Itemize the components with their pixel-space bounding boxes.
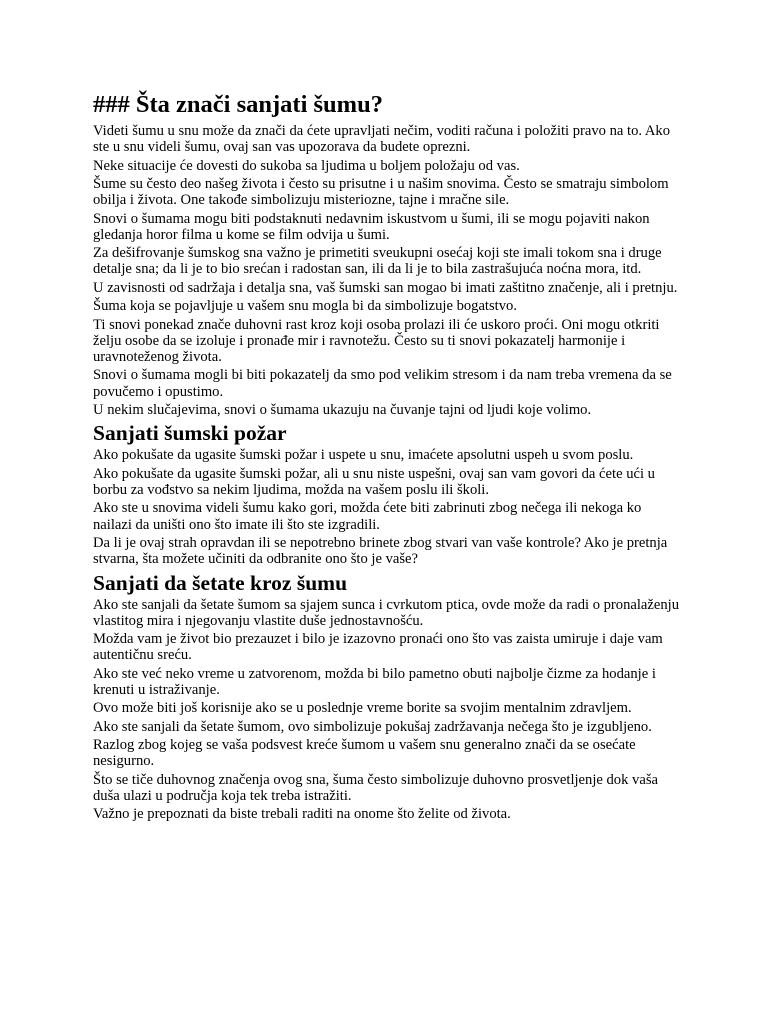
forest-walk-paragraph-3: Ako ste već neko vreme u zatvorenom, možda bi bilo pametno obuti najbolje čizme za hodanje i krenuti u istraživanje. — [93, 665, 656, 698]
intro-paragraph-9: Snovi o šumama mogli bi biti pokazatelj da smo pod velikim stresom i da nam treba vremena da se povučemo i opustimo. — [93, 367, 672, 400]
forest-walk-paragraph-5: Ako ste sanjali da šetate šumom, ovo simbolizuje pokušaj zadržavanja nečega što je izgubljeno. — [93, 718, 652, 735]
forest-walk-paragraph-2: Možda vam je život bio prezauzet i bilo je izazovno pronaći ono što vas zaista umiruje i daje vam autentičnu sreću. — [93, 631, 663, 664]
forest-walk-paragraph-1: Ako ste sanjali da šetate šumom sa sjajem sunca i cvrkutom ptica, ovde može da radi o pronalaženju vlastitog mira i njegovanju vlastite duše jednostavnošću. — [93, 596, 680, 629]
document-page — [93, 90, 683, 825]
intro-paragraph-5: Za dešifrovanje šumskog sna važno je primetiti sveukupni osećaj koji ste imali tokom sna i druge detalje sna; da li je to bio srećan i radostan san, ili da li je to bila zastrašujuća noćna mora, itd. — [93, 245, 662, 278]
forest-fire-paragraph-2: Ako pokušate da ugasite šumski požar, ali u snu niste uspešni, ovaj san vam govori da ćete ući u borbu za vođstvo sa nekim ljudima, možda na vašem poslu ili školi. — [93, 465, 655, 498]
intro-paragraph-7: Šuma koja se pojavljuje u vašem snu mogla bi da simbolizuje bogatstvo. — [93, 298, 517, 315]
forest-walk-paragraph-8: Važno je prepoznati da biste trebali raditi na onome što želite od života. — [93, 806, 511, 823]
intro-paragraph-3: Šume su često deo našeg života i često su prisutne i u našim snovima. Često se smatraju simbolom obilja i života. One takođe simbolizuju misteriozne, tajne i mračne sile. — [93, 175, 669, 209]
intro-paragraph-4: Snovi o šumama mogu biti podstaknuti nedavnim iskustvom u šumi, ili se mogu pojaviti nakon gledanja horor filma u kome se film odvija u šumi. — [93, 210, 650, 243]
forest-walk-paragraph-4: Ovo može biti još korisnije ako se u poslednje vreme borite sa svojim mentalnim zdravljem. — [93, 700, 632, 717]
forest-walk-paragraph-6: Razlog zbog kojeg se vaša podsvest kreće šumom u vašem snu generalno znači da se osećate nesigurno. — [93, 737, 636, 770]
intro-paragraph-8: Ti snovi ponekad znače duhovni rast kroz koji osoba prolazi ili će uskoro proći. Oni mogu otkriti želju osobe da se izoluje i pronađe mir i ravnotežu. Često su ti snovi pokazatelj harmonije i uravnoteženog života. — [93, 316, 660, 365]
intro-paragraph-2: Neke situacije će dovesti do sukoba sa ljudima u boljem položaju od vas. — [93, 157, 520, 174]
forest-fire-paragraph-3: Ako ste u snovima videli šumu kako gori, možda ćete biti zabrinuti zbog nečega ili nekoga ko nailazi da uništi ono što imate ili što ste izgradili. — [93, 500, 642, 533]
forest-fire-paragraph-1: Ako pokušate da ugasite šumski požar i uspete u snu, imaćete apsolutni uspeh u svom poslu. — [93, 447, 634, 464]
intro-paragraph-6: U zavisnosti od sadržaja i detalja sna, vaš šumski san mogao bi imati zaštitno značenje, ali i pretnju. — [93, 279, 678, 296]
page-title: ### Šta znači sanjati šumu? — [93, 91, 383, 118]
forest-walk-paragraph-7: Što se tiče duhovnog značenja ovog sna, šuma često simbolizuje duhovno prosvetljenje dok vaša duša ulazi u područja koja tek treba istražiti. — [93, 771, 658, 804]
section-heading-forest-fire: Sanjati šumski požar — [93, 421, 287, 446]
forest-fire-paragraph-4: Da li je ovaj strah opravdan ili se nepotrebno brinete zbog stvari van vaše kontrole? Ako je pretnja stvarna, šta možete učiniti da odbranite ono što je vaše? — [93, 534, 668, 568]
intro-paragraph-1: Videti šumu u snu može da znači da ćete upravljati nečim, voditi računa i položiti pravo na to. Ako ste u snu videli šumu, ovaj san vas upozorava da budete oprezni. — [93, 123, 671, 156]
section-heading-forest-walk: Sanjati da šetate kroz šumu — [93, 570, 348, 595]
intro-paragraph-10: U nekim slučajevima, snovi o šumama ukazuju na čuvanje tajni od ljudi koje volimo. — [93, 401, 592, 418]
